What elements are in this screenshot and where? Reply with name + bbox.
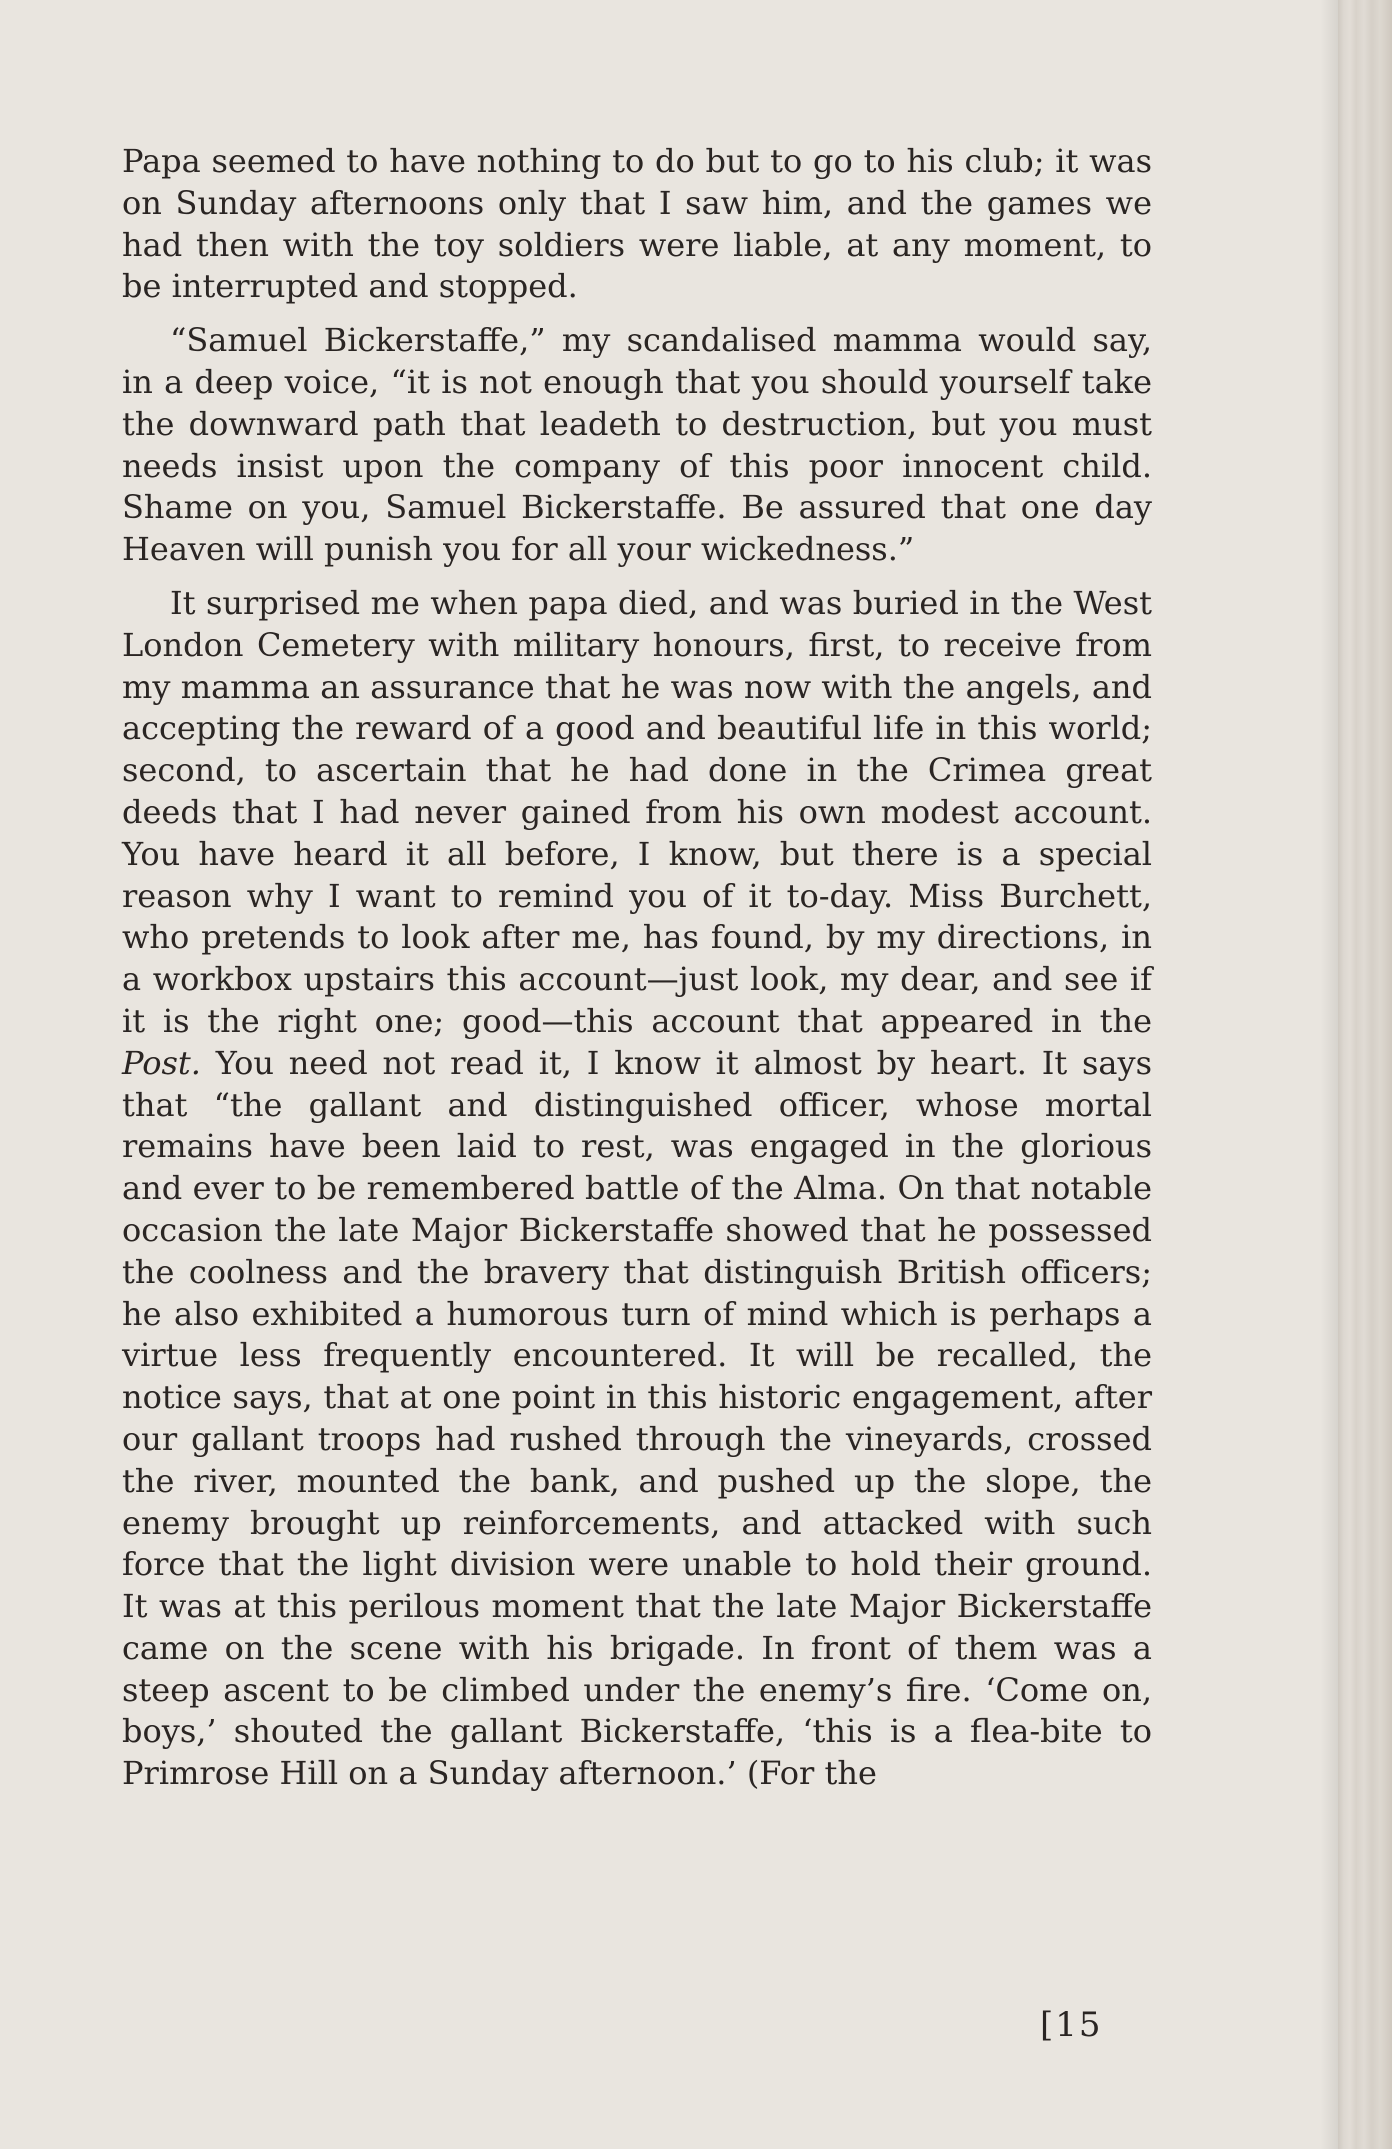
newspaper-title: Post. bbox=[122, 1043, 201, 1082]
paragraph-3-part-1: It surprised me when papa died, and was buried in the West London Cemetery with military honours, first, to receive from my mamma an assurance that he was now with the angels, and accepting the reward of a good and beautiful life in this world; second, to ascertain that he had done in the Crimea great deeds that I had never gained from his own modest account. You have heard it all before, I know, but there is a special reason why I want to remind you of it to-day. Miss Burchett, who pretends to look after me, has found, by my directions, in a workbox upstairs this account—just look, my dear, and see if it is the right one; good—this account that appeared in the bbox=[122, 583, 1152, 1040]
page-gutter-shadow bbox=[1320, 0, 1338, 2149]
page-number: [15 bbox=[1040, 2005, 1103, 2045]
paragraph-3-part-2: You need not read it, I know it almost by heart. It says that “the gallant and distinguished officer, whose mortal remains have been laid to rest, was engaged in the glorious and ever to be remembered battle of the Alma. On that notable occasion the late Major Bickerstaffe showed that he possessed the coolness and the bravery that distinguish British officers; he also exhibited a humorous turn of mind which is perhaps a virtue less frequently encountered. It will be recalled, the notice says, that at one point in this historic engagement, after our gallant troops had rushed through the vineyards, crossed the river, mounted the bank, and pushed up the slope, the enemy brought up reinforcements, and attacked with such force that the light division were unable to hold their ground. It was at this perilous moment that the late Major Bickerstaffe came on the scene with his brigade. In front of them was a steep ascent to be climbed under the enemy’s fire. ‘Come on, boys,’ shouted the gallant Bickerstaffe, ‘this is a flea-bite to Primrose Hill on a Sunday afternoon.’ (For the bbox=[122, 1043, 1152, 1793]
book-page-edges bbox=[1338, 0, 1392, 2149]
paragraph-2: “Samuel Bickerstaffe,” my scandalised mamma would say, in a deep voice, “it is not enough that you should yourself take the downward path that leadeth to destruction, but you must needs insist upon the company of this poor innocent child. Shame on you, Samuel Bickerstaffe. Be assured that one day Heaven will punish you for all your wickedness.” bbox=[122, 321, 1152, 569]
paragraph-3 bbox=[122, 583, 1152, 1795]
paragraph-1: Papa seemed to have nothing to do but to go to his club; it was on Sunday afternoons only that I saw him, and the games we had then with the toy soldiers were liable, at any moment, to be interrupted and stopped. bbox=[122, 142, 1152, 306]
body-text bbox=[122, 141, 1152, 1795]
